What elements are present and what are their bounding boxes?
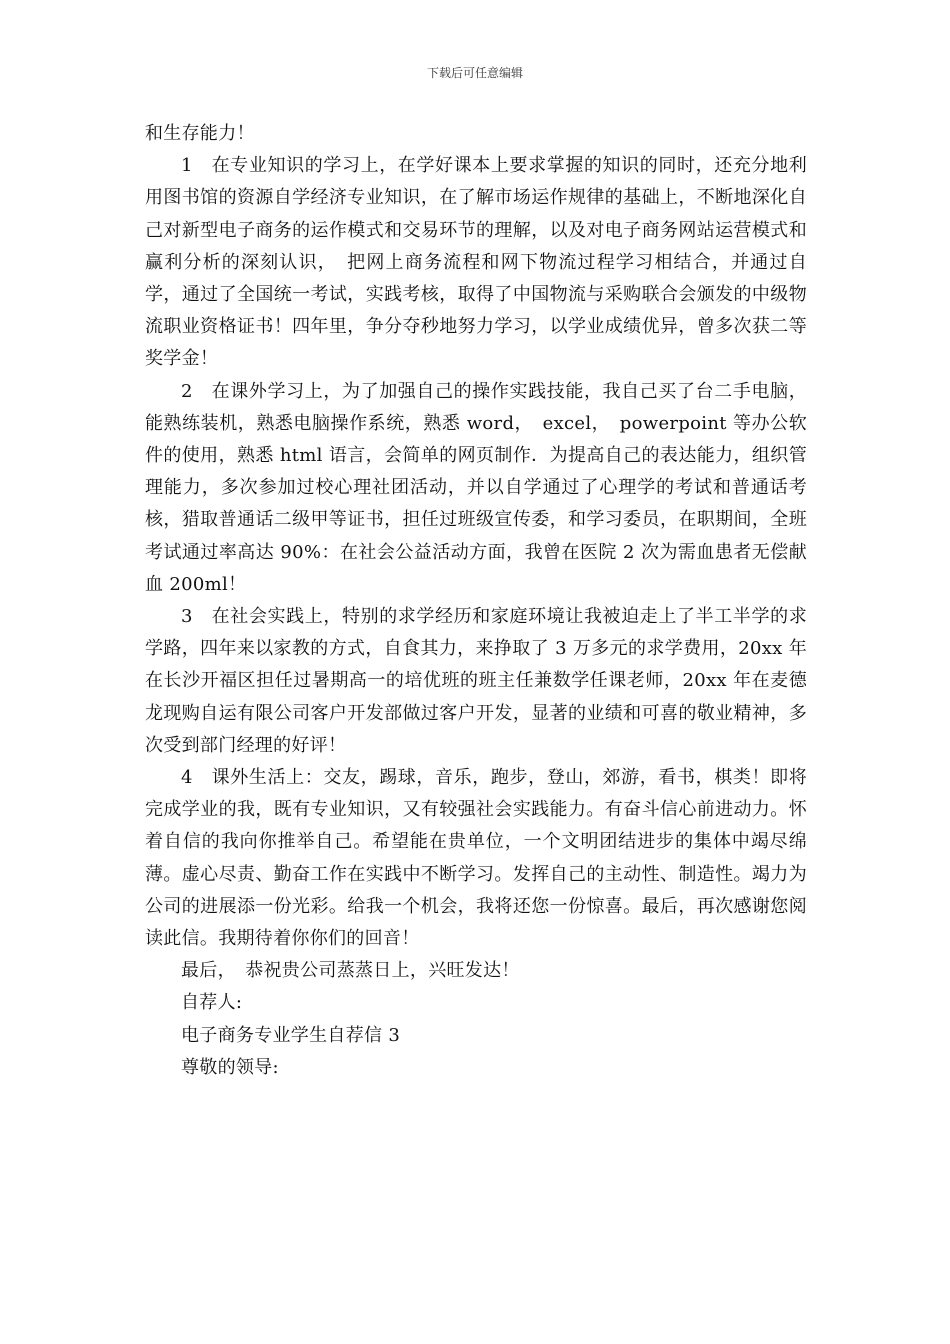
salutation: 尊敬的领导:	[181, 1056, 279, 1078]
paragraph-closing-wishes: 最后， 恭祝贵公司蒸蒸日上，兴旺发达！	[181, 960, 520, 982]
paragraph-extracurricular-study: 2 在课外学习上，为了加强自己的操作实践技能，我自己买了台二手电脑，能熟练装机，熟悉电脑操作系统，熟悉 word， excel， powerpoint 等办公软件的使用，熟悉 html 语言，会简单的网页制作．为提高自己的表达能力，组织管理能力，多次参加过校心理社团活动，并以自学通过了心理学的考试和普通话考核，猎取普通话二级甲等证书，担任过班级宣传委，和学习委员，在职期间，全班考试通过率高达 90%：在社会公益活动方面，我曾在医院 2 次为需血患者无偿献血 200ml！	[145, 380, 807, 595]
paragraph-professional-study: 1 在专业知识的学习上，在学好课本上要求掌握的知识的同时，还充分地利用图书馆的资源自学经济专业知识，在了解市场运作规律的基础上，不断地深化自己对新型电子商务的运作模式和交易环节的理解，以及对电子商务网站运营模式和赢利分析的深刻认识， 把网上商务流程和网下物流过程学习相结合，并通过自学，通过了全国统一考试，实践考核，取得了中国物流与采购联合会颁发的中级物流职业资格证书！四年里，争分夺秒地努力学习，以学业成绩优异，曾多次获二等奖学金！	[145, 155, 807, 370]
document-body	[145, 118, 807, 1084]
paragraph-social-practice: 3 在社会实践上，特别的求学经历和家庭环境让我被迫走上了半工半学的求学路，四年来以家教的方式，自食其力，来挣取了 3 万多元的求学费用，20xx 年在长沙开福区担任过暑期高一的培优班的班主任兼数学任课老师，20xx 年在麦德龙现购自运有限公司客户开发部做过客户开发，显著的业绩和可喜的敬业精神，多次受到部门经理的好评！	[145, 606, 807, 756]
paragraph-personal-life: 4 课外生活上：交友，踢球，音乐，跑步，登山，郊游，看书，棋类！即将完成学业的我，既有专业知识，又有较强社会实践能力。有奋斗信心前进动力。怀着自信的我向你推举自己。希望能在贵单位，一个文明团结进步的集体中竭尽绵薄。虚心尽责、勤奋工作在实践中不断学习。发挥自己的主动性、制造性。竭力为公司的进展添一份光彩。给我一个机会，我将还您一份惊喜。最后，再次感谢您阅读此信。我期待着你你们的回音！	[145, 767, 807, 950]
paragraph-continuation: 和生存能力！	[145, 123, 255, 144]
page-header: 下载后可任意编辑	[426, 66, 523, 80]
signature-line: 自荐人:	[181, 992, 243, 1014]
section-title: 电子商务专业学生自荐信 3	[181, 1024, 401, 1046]
